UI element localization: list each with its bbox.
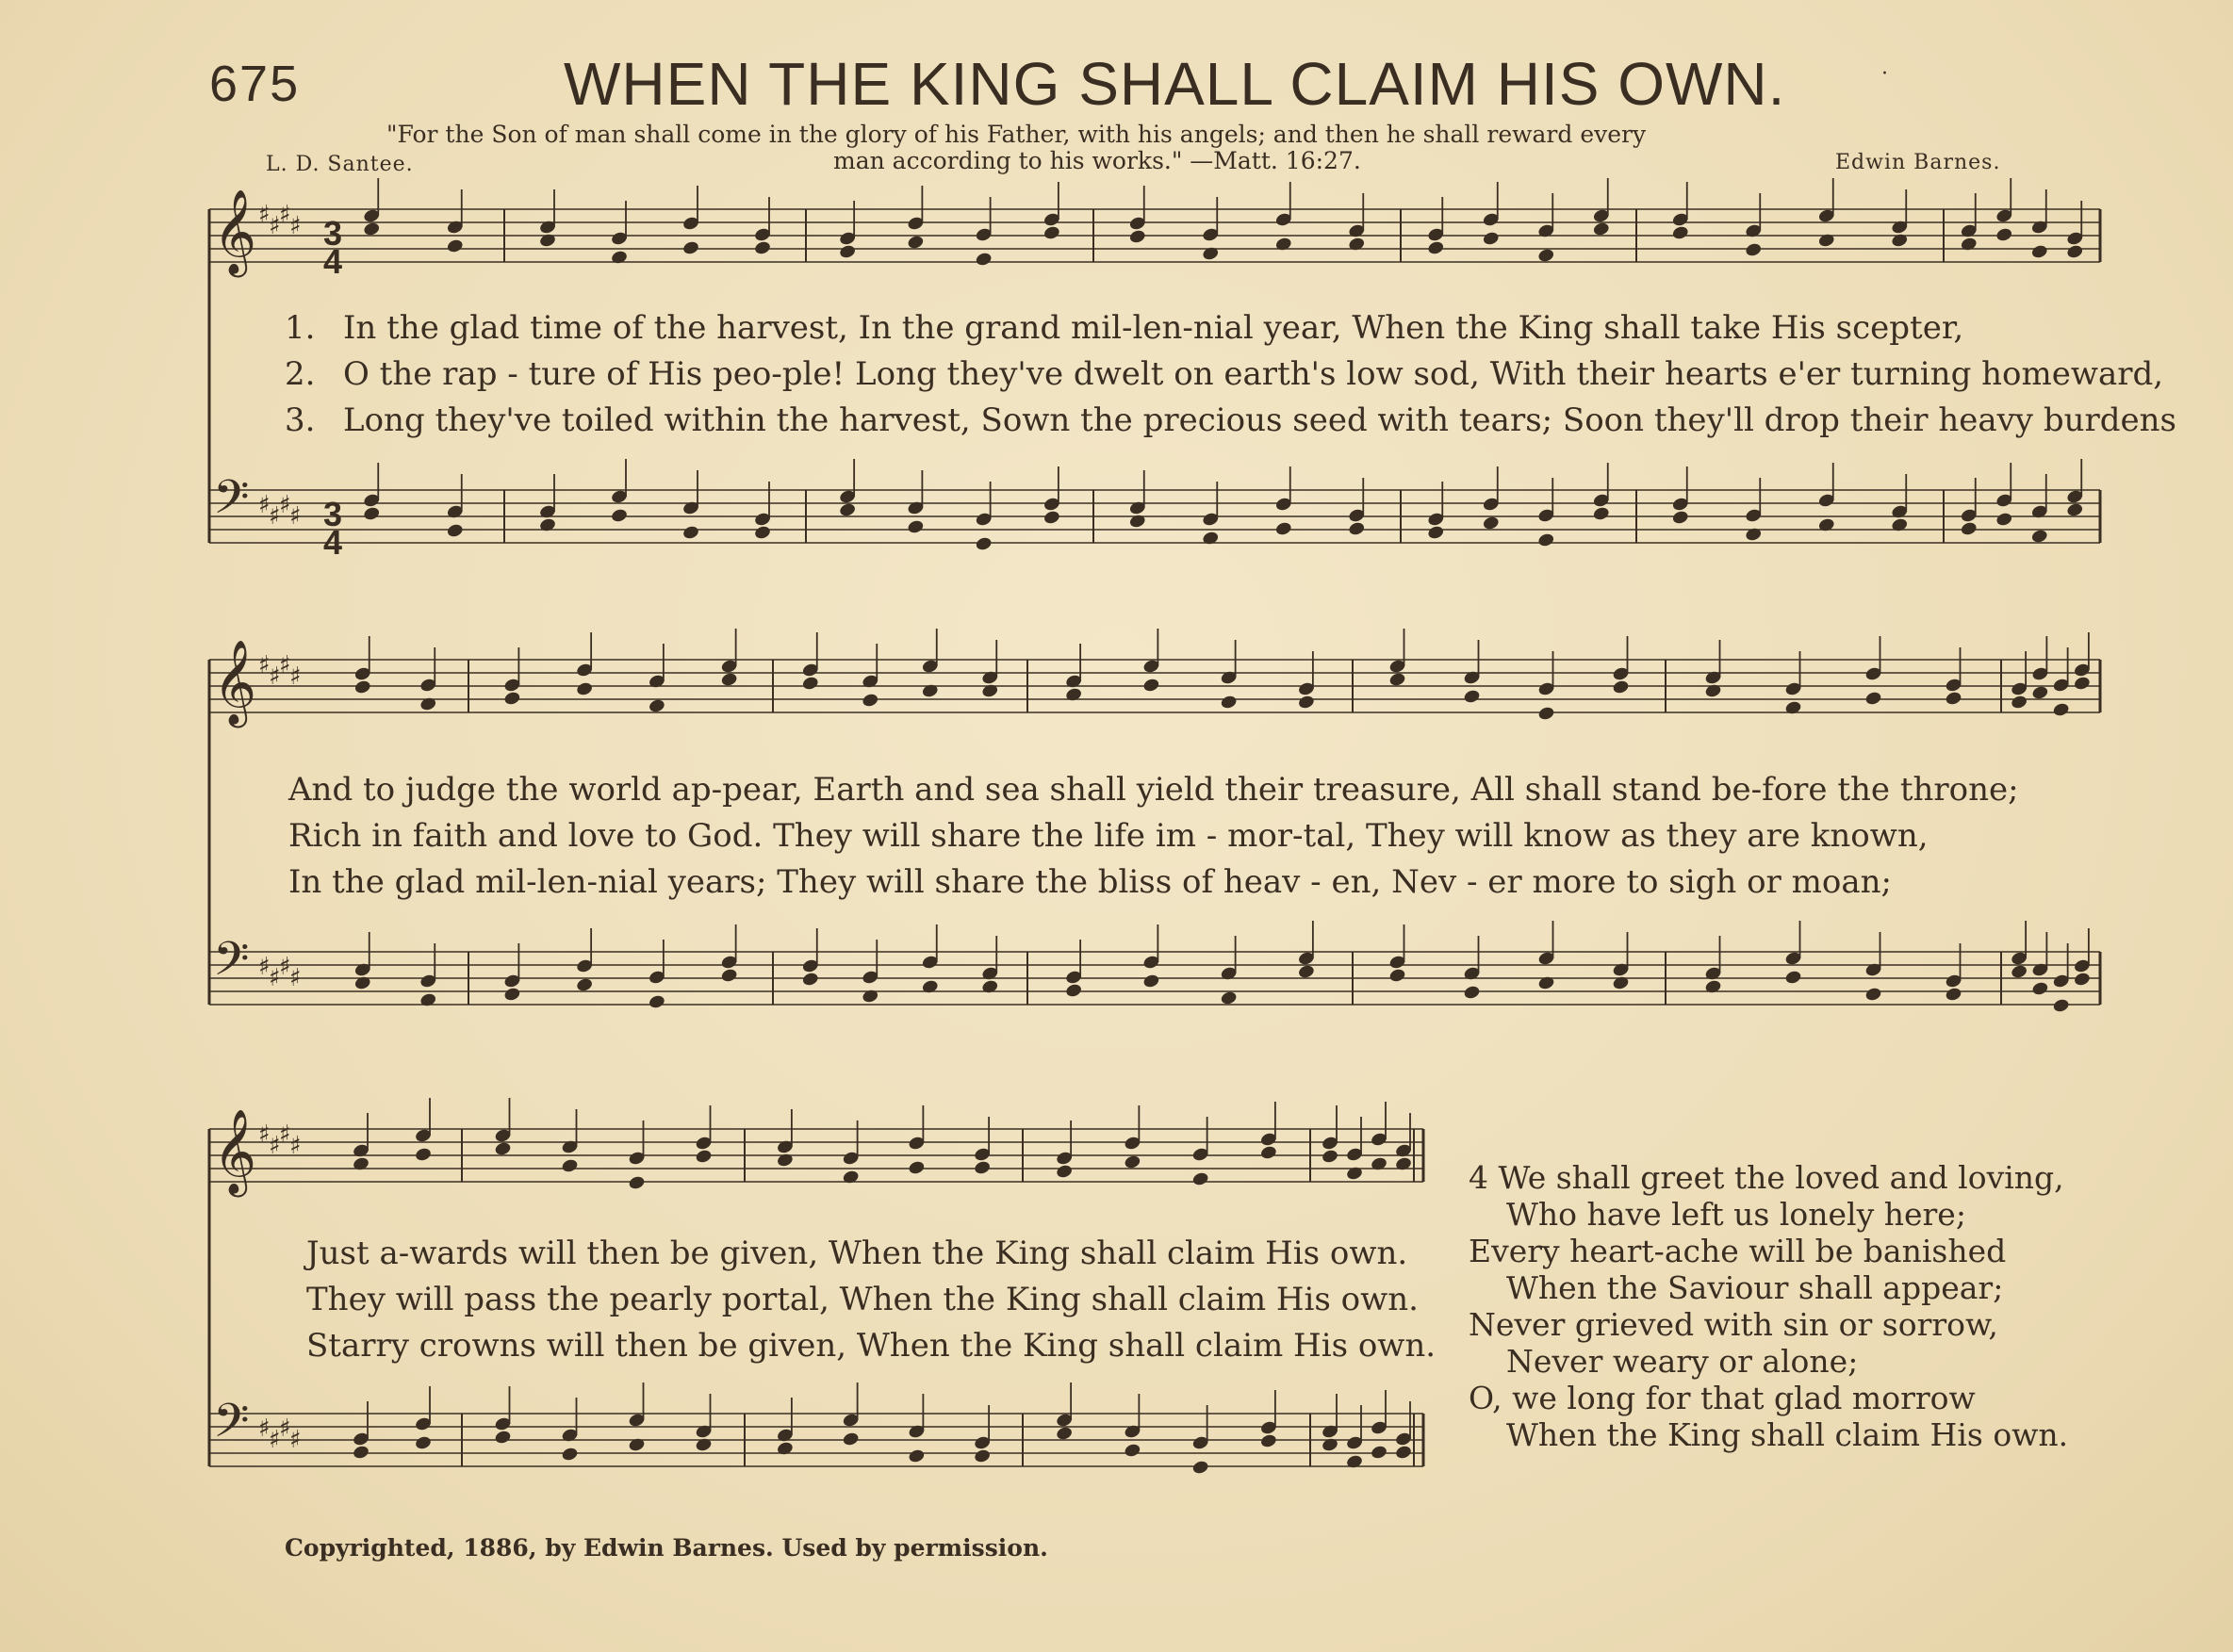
note-head (1259, 1433, 1277, 1449)
note-head (2052, 998, 2070, 1014)
note-head (414, 1147, 432, 1163)
note-head (1671, 225, 1689, 241)
note-head (561, 1158, 579, 1174)
bass-clef: 𝄢 (213, 1394, 250, 1460)
page-mark: · (1881, 62, 1888, 86)
note-head (981, 683, 999, 699)
verse4-line: When the Saviour shall appear; (1506, 1269, 2004, 1306)
note-head (2066, 502, 2084, 518)
note-head (1345, 1166, 1363, 1182)
note-head (1274, 237, 1292, 253)
sharp-sign: ♯ (289, 1426, 302, 1454)
note-head (1463, 689, 1481, 705)
note-head (1348, 521, 1366, 537)
note-head (1745, 242, 1763, 258)
note-head (1274, 521, 1292, 537)
sharp-sign: ♯ (269, 212, 281, 240)
note-head (1671, 510, 1689, 526)
note-head (419, 696, 437, 712)
note-head (921, 683, 939, 699)
note-head (1043, 510, 1060, 526)
note-head (753, 525, 771, 541)
note-head (1960, 237, 1978, 253)
note-head (419, 992, 437, 1008)
note-head (2030, 244, 2048, 260)
note-head (776, 1441, 794, 1457)
lyric-line-s1-2 (285, 355, 2163, 393)
note-head (1388, 968, 1406, 984)
lyric-line-s2-2: Rich in faith and love to God. They will share the life im - mor-tal, They will know as they are known, (288, 817, 1929, 855)
sharp-sign: ♯ (269, 1426, 281, 1454)
note-head (695, 1149, 713, 1165)
sharp-sign: ♯ (258, 651, 271, 679)
verse4-line: Every heart-ache will be banished (1469, 1233, 2007, 1269)
note-head (1348, 237, 1366, 253)
note-head (1056, 1426, 1074, 1442)
note-head (1427, 240, 1445, 256)
note-head (1394, 1156, 1412, 1172)
note-head (1817, 517, 1835, 533)
verse-4 (1469, 1159, 2068, 1453)
note-head (1259, 1145, 1277, 1161)
note-head (1321, 1437, 1338, 1453)
note-head (839, 502, 857, 518)
note-head (842, 1169, 860, 1186)
verse4-line: Who have left us lonely here; (1506, 1196, 1966, 1233)
note-head (1592, 221, 1610, 237)
note-head (1995, 512, 2013, 528)
note-head (720, 968, 738, 984)
note-head (1960, 521, 1978, 537)
sharp-sign: ♯ (258, 491, 271, 519)
epigraph-line-1: "For the Son of man shall come in the glory of his Father, with his angels; and then he shall reward every (386, 121, 1647, 148)
verse-number: 1. (285, 309, 316, 347)
bass-clef: 𝄢 (213, 470, 250, 536)
note-head (628, 1175, 646, 1191)
note-head (1745, 527, 1763, 543)
note-head (1220, 990, 1238, 1006)
note-head (1592, 506, 1610, 522)
note-head (981, 979, 999, 995)
note-head (1128, 229, 1146, 245)
note-head (1065, 687, 1083, 703)
note-head (628, 1437, 646, 1453)
sharp-sign: ♯ (269, 964, 281, 992)
note-head (681, 525, 699, 541)
note-head (538, 233, 556, 249)
note-head (2073, 676, 2091, 692)
treble-clef: 𝄞 (213, 189, 257, 274)
note-head (776, 1153, 794, 1169)
note-head (2031, 685, 2049, 701)
note-head (1202, 246, 1220, 262)
note-head (2011, 695, 2028, 711)
note-head (1945, 691, 1962, 707)
note-head (1142, 678, 1160, 694)
note-head (1124, 1154, 1141, 1170)
note-head (494, 1141, 512, 1157)
note-head (1220, 695, 1238, 711)
sharp-sign: ♯ (269, 662, 281, 691)
sharp-sign: ♯ (289, 662, 302, 691)
note-head (1784, 700, 1802, 716)
note-head (1370, 1156, 1387, 1172)
treble-clef: 𝄞 (213, 640, 257, 725)
note-head (1891, 233, 1909, 249)
lyric-line-s1-3 (285, 401, 2176, 439)
note-head (1142, 973, 1160, 990)
note-head (414, 1435, 432, 1451)
note-head (2030, 529, 2048, 545)
note-head (363, 221, 381, 237)
note-head (1537, 975, 1555, 991)
sharp-sign: ♯ (279, 491, 291, 519)
hymn-number: 675 (209, 56, 301, 112)
note-head (974, 1160, 992, 1176)
note-head (1463, 985, 1481, 1001)
note-head (1612, 679, 1630, 695)
verse4-line: O, we long for that glad morrow (1469, 1380, 1976, 1416)
verse4-line: When the King shall claim His own. (1506, 1416, 2069, 1453)
note-head (1704, 979, 1722, 995)
sharp-sign: ♯ (279, 1120, 291, 1149)
verse-number: 3. (285, 401, 316, 439)
verse-number: 2. (285, 355, 316, 393)
note-head (610, 508, 628, 524)
lyric-text: In the glad time of the harvest, In the grand mil-len-nial year, When the King shall take His scepter, (343, 309, 1964, 347)
sharp-sign: ♯ (289, 502, 302, 531)
note-head (1128, 514, 1146, 530)
note-head (503, 691, 521, 707)
note-head (720, 672, 738, 688)
note-head (1864, 691, 1882, 707)
note-head (1370, 1445, 1387, 1461)
verse4-line: Never grieved with sin or sorrow, (1469, 1306, 1998, 1343)
composer-credit: Edwin Barnes. (1835, 151, 2001, 174)
sharp-sign: ♯ (289, 1132, 302, 1160)
copyright-notice: Copyrighted, 1886, by Edwin Barnes. Used by permission. (285, 1534, 1048, 1562)
note-head (695, 1437, 713, 1453)
hymn-title: WHEN THE KING SHALL CLAIM HIS OWN. (564, 50, 1786, 118)
lyric-line-s3-3: Starry crowns will then be given, When the King shall claim His own. (306, 1327, 1437, 1365)
note-head (1191, 1460, 1209, 1476)
note-head (801, 972, 819, 988)
note-head (1784, 970, 1802, 986)
sharp-sign: ♯ (289, 212, 302, 240)
sharp-sign: ♯ (279, 953, 291, 981)
note-head (1537, 706, 1555, 722)
note-head (352, 1445, 369, 1461)
note-head (975, 536, 993, 552)
note-head (1043, 225, 1060, 241)
note-head (1612, 975, 1630, 991)
lyric-line-s2-1: And to judge the world ap-pear, Earth and sea shall yield their treasure, All shall stand be-fore the throne; (288, 771, 2019, 809)
verse4-line: 4 We shall greet the loved and loving, (1469, 1159, 2064, 1196)
note-head (576, 977, 594, 993)
time-signature-bottom: 4 (323, 523, 343, 562)
lyricist-credit: L. D. Santee. (266, 153, 414, 176)
time-signature-bottom: 4 (323, 242, 343, 281)
note-head (1056, 1164, 1074, 1180)
time-signature-top: 3 (323, 214, 343, 253)
note-head (1202, 531, 1220, 547)
note-head (862, 989, 879, 1005)
note-head (681, 240, 699, 256)
sharp-sign: ♯ (258, 201, 271, 229)
note-head (1065, 983, 1083, 999)
lyric-line-s1-1 (285, 309, 1963, 347)
bass-clef: 𝄢 (213, 932, 250, 998)
note-head (2066, 244, 2084, 260)
note-head (1945, 987, 1962, 1003)
note-head (538, 517, 556, 533)
sharp-sign: ♯ (279, 651, 291, 679)
note-head (1297, 964, 1315, 980)
lyric-text: Long they've toiled within the harvest, Sown the precious seed with tears; Soon they'll drop their heavy burdens (343, 401, 2176, 439)
verse4-line: Never weary or alone; (1506, 1343, 1859, 1380)
note-head (648, 698, 665, 714)
sharp-sign: ♯ (258, 953, 271, 981)
note-head (908, 1448, 926, 1464)
note-head (610, 250, 628, 266)
note-head (908, 1160, 926, 1176)
note-head (1124, 1443, 1141, 1459)
note-head (921, 979, 939, 995)
sharp-sign: ♯ (279, 1415, 291, 1443)
note-head (907, 519, 925, 535)
note-head (1891, 517, 1909, 533)
note-head (1995, 227, 2013, 243)
note-head (648, 994, 665, 1010)
lyric-line-s2-3: In the glad mil-len-nial years; They will share the bliss of heav - en, Nev - er more to sigh or moan; (288, 863, 1892, 901)
note-head (862, 693, 879, 709)
sharp-sign: ♯ (269, 502, 281, 531)
note-head (446, 523, 464, 539)
note-head (1537, 248, 1555, 264)
sharp-sign: ♯ (289, 964, 302, 992)
note-head (839, 244, 857, 260)
note-head (353, 679, 371, 695)
lyric-line-s3-2: They will pass the pearly portal, When the King shall claim His own. (306, 1281, 1419, 1318)
note-head (975, 252, 993, 268)
note-head (1537, 532, 1555, 548)
note-head (1191, 1171, 1209, 1187)
note-head (2073, 972, 2091, 988)
sharp-sign: ♯ (269, 1132, 281, 1160)
sharp-sign: ♯ (258, 1120, 271, 1149)
note-head (1394, 1445, 1412, 1461)
treble-clef: 𝄞 (213, 1109, 257, 1194)
note-head (2031, 981, 2049, 997)
note-head (353, 975, 371, 991)
note-head (494, 1430, 512, 1446)
sharp-sign: ♯ (258, 1415, 271, 1443)
note-head (446, 238, 464, 254)
note-head (801, 676, 819, 692)
note-head (1297, 695, 1315, 711)
note-head (363, 506, 381, 522)
note-head (1482, 231, 1500, 247)
note-head (842, 1431, 860, 1448)
note-head (907, 235, 925, 251)
lyric-text: O the rap - ture of His peo-ple! Long they've dwelt on earth's low sod, With their hearts e'er turning homeward, (343, 355, 2164, 393)
note-head (1482, 515, 1500, 532)
note-head (974, 1448, 992, 1464)
note-head (2011, 964, 2028, 980)
lyric-line-s3-1: Just a-wards will then be given, When the King shall claim His own. (306, 1235, 1408, 1272)
note-head (753, 240, 771, 256)
note-head (2052, 702, 2070, 718)
note-head (1427, 525, 1445, 541)
note-head (561, 1447, 579, 1463)
sharp-sign: ♯ (279, 201, 291, 229)
note-head (352, 1156, 369, 1172)
note-head (1864, 987, 1882, 1003)
note-head (1704, 683, 1722, 699)
time-signature-top: 3 (323, 495, 343, 533)
note-head (503, 987, 521, 1003)
note-head (576, 681, 594, 697)
note-head (1321, 1149, 1338, 1165)
note-head (1817, 233, 1835, 249)
note-head (1388, 672, 1406, 688)
epigraph-line-2: man according to his works." —Matt. 16:27. (833, 147, 1361, 174)
note-head (1345, 1454, 1363, 1470)
